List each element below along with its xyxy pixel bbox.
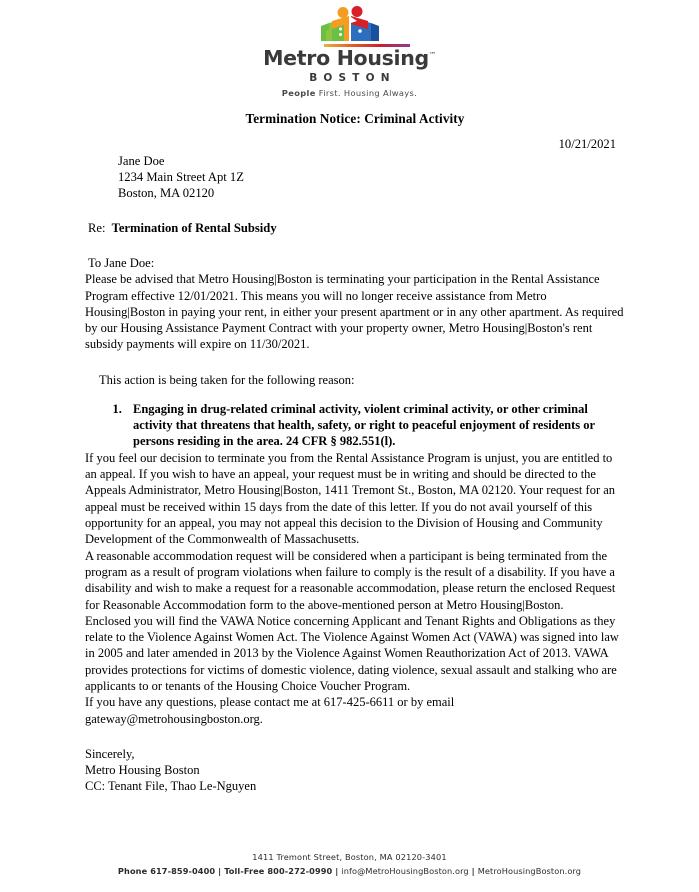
recipient-name: Jane Doe (118, 153, 165, 168)
logo-wordmark (263, 44, 436, 98)
footer-address: 1411 Tremont Street, Boston, MA 02120-3401 (252, 852, 447, 862)
paragraph-reasonable-accommodation: A reasonable accommodation request will be considered when a participant is being terminated from the program as a result of program violations when failure to comply is the result of a disability. If you have a disability and wish to make a request for a reasonable accommodation, please return the enclosed Request for Reasonable Accommodation form to the above-mentioned person at Metro Housing|Boston. (85, 548, 616, 612)
footer-phone: Phone 617-859-0400 (117, 866, 216, 876)
letter-body (0, 111, 699, 795)
letterhead (0, 0, 699, 98)
trademark-symbol: ™ (428, 51, 436, 60)
paragraph-vawa-notice: Enclosed you will find the VAWA Notice concerning Applicant and Tenant Rights and Obligations as they relate to the Violence Against Women Act. The Violence Against Women Act (VAWA) was signed into law in 2005 and later amended in 2013 by the Violence Against Women Reauthorization Act of 2013. VAWA provides protections for victims of domestic violence, dating violence, sexual assault and stalking who are applicants to or tenants of the Housing Choice Voucher Program. (85, 613, 619, 694)
subject-text: Termination of Rental Subsidy (111, 221, 277, 236)
footer-tollfree: Toll-Free 800-272-0990 (224, 866, 333, 876)
signature-block (85, 746, 625, 794)
sender-name: Metro Housing Boston (85, 763, 200, 778)
footer-separator-1: | (215, 866, 225, 876)
tagline-bold-word: People (281, 87, 316, 98)
wordmark-primary-text: Metro Housing (263, 46, 429, 70)
subject-line (88, 221, 625, 236)
recipient-address-block (118, 153, 625, 202)
wordmark-primary (263, 48, 436, 70)
paragraph-termination-notice: Please be advised that Metro Housing|Boston is terminating your participation in the Rental Assistance Program effective 12/01/2021. This means you will no longer receive assistance from Metro Housing|Boston in paying your rent, in either your present apartment or in any other apartment. As required by our Housing Assistance Payment Contract with your property owner, Metro Housing|Boston's rent subsidy payments will expire on 11/30/2021. (85, 272, 624, 352)
paragraph-contact-info: If you have any questions, please contact me at 617-425-6611 or by email gateway@metrohousingboston.org. (85, 695, 455, 726)
recipient-city-state-zip: Boston, MA 02120 (118, 185, 215, 200)
footer-email[interactable]: info@MetroHousingBoston.org (341, 866, 469, 876)
reasons-list (85, 401, 625, 450)
wordmark-secondary: BOSTON (309, 71, 396, 84)
reason-lead-in: This action is being taken for the following reason: (99, 372, 355, 387)
metro-housing-logo-icon (319, 6, 381, 43)
logo-tagline (282, 88, 417, 98)
paragraph-appeal-rights: If you feel our decision to terminate you from the Rental Assistance Program is unjust, you are entitled to an appeal. If you wish to have an appeal, your request must be in writing and should be directed to the Appeals Administrator, Metro Housing|Boston, 1411 Tremont St., Boston, MA 02120. Your request for an appeal must be received within 15 days from the date of this letter. If you do not avail yourself of this opportunity for an appeal, you may not appeal this decision to the Division of Housing and Community Development of the Commonwealth of Massachusetts. (85, 450, 616, 547)
footer-website[interactable]: MetroHousingBoston.org (477, 866, 582, 876)
page-footer (0, 852, 699, 876)
footer-separator-2: | (332, 866, 342, 876)
salutation: To Jane Doe: (88, 256, 155, 271)
tagline-rest-text: First. Housing Always. (315, 87, 418, 98)
footer-contact-line (0, 866, 699, 876)
recipient-street: 1234 Main Street Apt 1Z (118, 169, 244, 184)
cc-line: CC: Tenant File, Thao Le-Nguyen (85, 779, 257, 794)
footer-separator-3: | (468, 866, 478, 876)
letter-date: 10/21/2021 (558, 136, 616, 151)
closing-salutation: Sincerely, (85, 747, 135, 762)
document-title: Termination Notice: Criminal Activity (245, 110, 465, 126)
list-item: 1. Engaging in drug-related criminal activity, violent criminal activity, or other criminal activity that threatens that health, safety, or right to peaceful enjoyment of residents or persons residing in the area. 24 CFR § 982.551(l). (125, 401, 625, 450)
subject-label: Re: (88, 221, 106, 236)
